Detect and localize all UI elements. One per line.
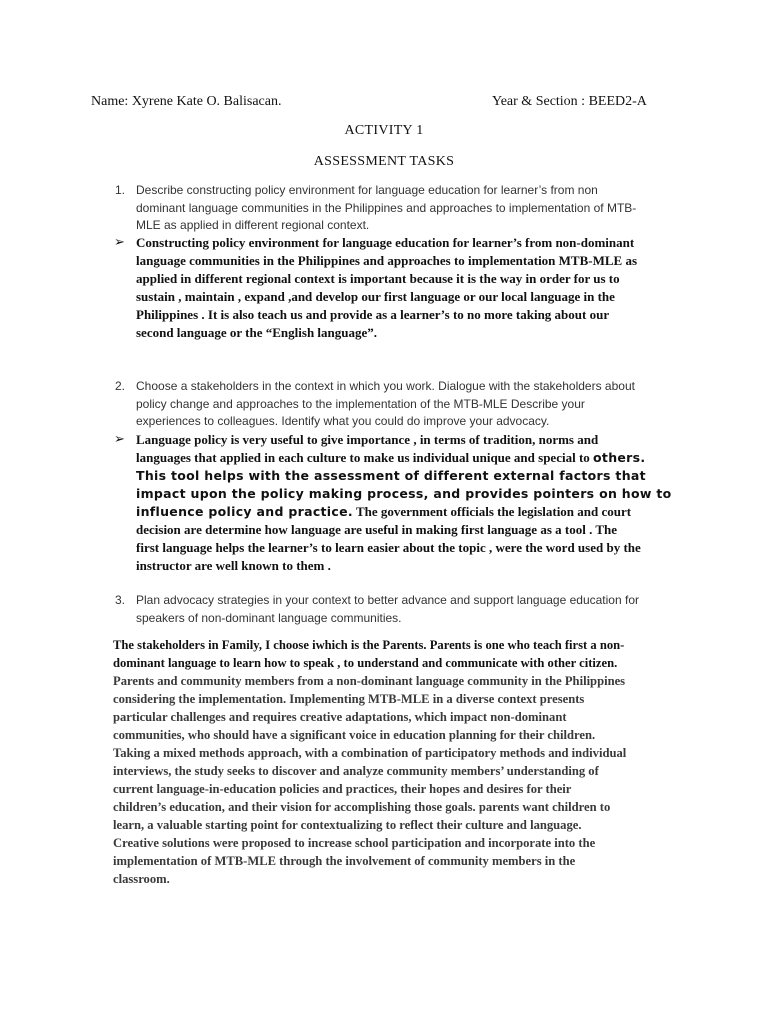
paragraph-line: communities, who should have a significant voice in education planning for their children. [113,728,596,742]
answer-line: This tool helps with the assessment of different external factors that [136,468,646,483]
paragraph-line: Parents and community members from a non-dominant language community in the Philippines [113,674,626,688]
question-1 [136,182,636,235]
item-number-1: 1. [115,183,126,197]
paragraph-line: The stakeholders in Family, I choose iwhich is the Parents. Parents is one who teach first a non- [113,638,625,652]
answer-line: applied in different regional context is important because it is the way in order for us to [136,271,620,286]
answer-line: first language helps the learner’s to learn easier about the topic , were the word used by the [136,540,641,555]
assessment-tasks-title: ASSESSMENT TASKS [313,154,455,169]
answer-3-paragraph [113,636,626,888]
question-line: policy change and approaches to the implementation of the MTB-MLE Describe your [136,396,585,411]
item-number-3: 3. [115,593,126,607]
question-line: Choose a stakeholders in the context in which you work. Dialogue with the stakeholders about [136,379,635,393]
answer-2 [136,431,696,575]
answer-fragment: influence policy and practice. [136,504,353,519]
question-line: MLE as applied in different regional context. [136,218,370,233]
answer-line: Philippines . It is also teach us and provide as a learner’s to no more taking about our [136,307,610,322]
answer-line [136,503,696,521]
answer-fragment: others. [593,450,646,465]
answer-line: Constructing policy environment for language education for learner’s from non-dominant [136,235,635,250]
paragraph-line: classroom. [113,872,170,886]
paragraph-line: dominant language to learn how to speak , to understand and communicate with other citizen. [113,656,618,670]
answer-line: decision are determine how language are useful in making first language as a tool . The [136,522,618,537]
question-2 [136,378,635,431]
arrow-bullet-icon: ➢ [114,432,125,447]
paragraph-line: considering the implementation. Implementing MTB-MLE in a diverse context presents [113,692,585,706]
question-3 [136,592,639,627]
answer-line: sustain , maintain , expand ,and develop our first language or our local language in the [136,289,615,304]
question-line: Plan advocacy strategies in your context to better advance and support language education for [136,593,639,607]
paragraph-line: learn, a valuable starting point for contextualizing to reflect their culture and language. [113,818,582,832]
answer-fragment: languages that applied in each culture to make us individual unique and special to [136,450,590,465]
answer-line [136,449,696,467]
year-section: Year & Section : BEED2-A [492,94,647,109]
arrow-bullet-icon: ➢ [114,235,125,250]
answer-line: impact upon the policy making process, and provides pointers on how to [136,486,672,501]
answer-line: second language or the “English language”. [136,325,378,340]
answer-line: language communities in the Philippines and approaches to implementation MTB-MLE as [136,253,638,268]
question-line: speakers of non-dominant language communities. [136,610,402,625]
paragraph-line: implementation of MTB-MLE through the involvement of community members in the [113,854,576,868]
paragraph-line: particular challenges and requires creative adaptations, which impact non-dominant [113,710,567,724]
question-line: dominant language communities in the Philippines and approaches to implementation of MTB- [136,200,637,215]
activity-title: ACTIVITY 1 [344,123,424,138]
answer-line: Language policy is very useful to give importance , in terms of tradition, norms and [136,432,599,447]
item-number-2: 2. [115,379,126,393]
question-line: experiences to colleagues. Identify what you could do improve your advocacy. [136,414,550,429]
question-line: Describe constructing policy environment for language education for learner’s from non [136,183,598,197]
answer-line: instructor are well known to them . [136,558,331,573]
paragraph-line: Creative solutions were proposed to increase school participation and incorporate into the [113,836,596,850]
paragraph-line: children’s education, and their vision for accomplishing those goals. parents want children to [113,800,611,814]
answer-1 [136,234,637,342]
paragraph-line: Taking a mixed methods approach, with a combination of participatory methods and individual [113,746,627,760]
paragraph-line: current language-in-education policies and practices, their hopes and desires for their [113,782,572,796]
answer-fragment: The government officials the legislation and court [355,504,632,519]
student-name: Name: Xyrene Kate O. Balisacan. [91,94,282,109]
paragraph-line: interviews, the study seeks to discover and analyze community members’ understanding of [113,764,599,778]
